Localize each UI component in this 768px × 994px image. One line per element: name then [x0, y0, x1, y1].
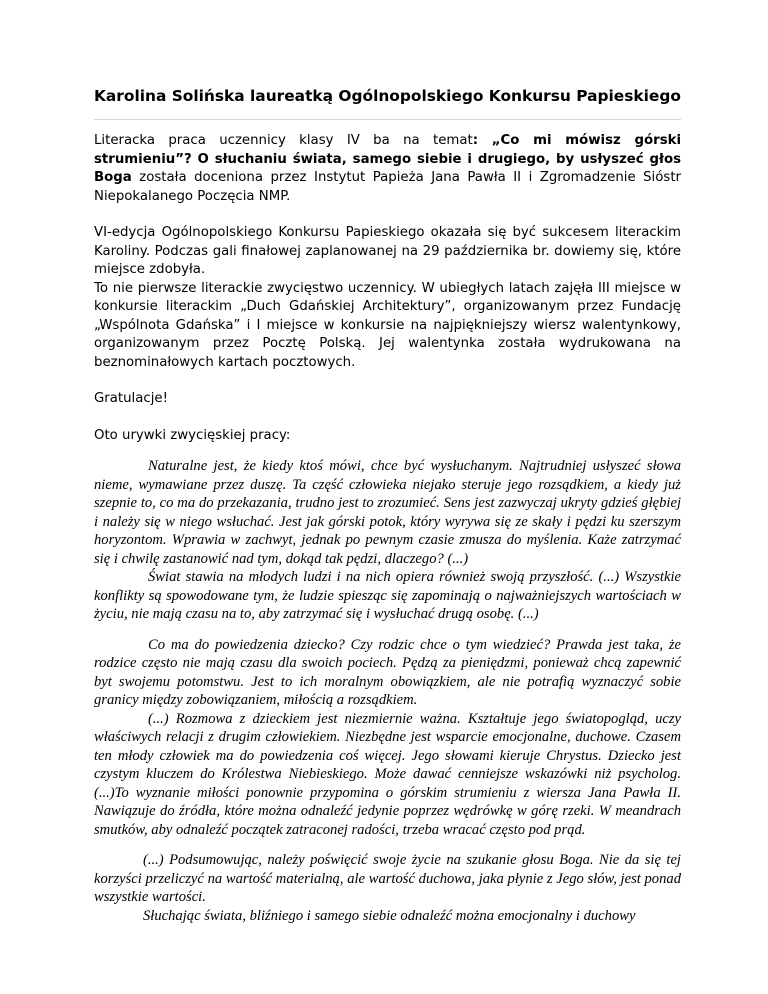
quote-paragraph-4: (...) Rozmowa z dzieckiem jest niezmiernie ważna. Kształtuje jego światopogląd, uczy właściwych relacji z drugim człowiekiem. Niezbędne jest wsparcie emocjonalne, duchowe. Czasem ten młody człowiek ma do powiedzenia coś więcej. Jego słowami kieruje Chrystus. Dziecko jest czystym kluczem do Królestwa Niebieskiego. Może dawać cenniejsze wskazówki niż psycholog. (...)To wyznanie miłości ponownie przypomina o górskim strumieniu z wiersza Jana Pawła II. Nawiązuje do źródła, które można odnaleźć jedynie poprzez wędrówkę w górę rzeki. W meandrach smutków, aby odnaleźć początek zatraconej radości, trzeba wracać często pod prąd.: [94, 710, 681, 838]
intro-rest: została doceniona przez Instytut Papieża Jana Pawła II i Zgromadzenie Sióstr Niepokalanego Poczęcia NMP.: [94, 170, 681, 204]
quote-paragraph-5: (...) Podsumowując, należy poświęcić swoje życie na szukanie głosu Boga. Nie da się tej korzyści przeliczyć na wartość materialną, ale wartość duchowa, jaka płynie z Jego słów, jest ponad wszystkie wartości.: [94, 852, 681, 905]
quote-paragraph-2: Świat stawia na młodych ludzi i na nich opiera również swoją przyszłość. (...) Wszystkie konflikty są spowodowane tym, że ludzie spiesząc się zapominają o najważniejszych wartościach w życiu, nie mają czasu na to, aby zatrzymać się i wysłuchać drugą osobę. (...): [94, 569, 681, 622]
congratulations-text: Gratulacje!: [94, 391, 168, 406]
paragraph-previous-wins: To nie pierwsze literackie zwycięstwo uczennicy. W ubiegłych latach zajęła III miejsce w konkursie literackim „Duch Gdańskiej Architektury”, organizowanym przez Fundację „Wspólnota Gdańska” i I miejsce w konkursie na najpiękniejszy wiersz walentynkowy, organizowanym przez Pocztę Polską. Jej walentynka została wydrukowana na beznominałowych kartach pocztowych.: [94, 280, 681, 370]
title-divider: [94, 119, 681, 120]
intro-topic: „Co mi mówisz górski strumieniu”? O słuchaniu świata, samego siebie i drugiego, by usłyszeć głos Boga: [94, 133, 682, 185]
excerpt-intro: Oto urywki zwycięskiej pracy:: [94, 427, 291, 443]
article-title: Karolina Solińska laureatką Ogólnopolskiego Konkursu Papieskiego: [94, 87, 681, 105]
paragraph-contest-result: VI-edycja Ogólnopolskiego Konkursu Papieskiego okazała się być sukcesem literackim Karoliny. Podczas gali finałowej zaplanowanej na 29 października br. dowiemy się, które miejsce zdobyła.: [94, 225, 681, 277]
intro-lead: Literacka praca uczennicy klasy IV ba na temat: [94, 133, 473, 148]
intro-colon: :: [472, 133, 479, 148]
quote-paragraph-6: Słuchając świata, bliźniego i samego siebie odnaleźć można emocjonalny i duchowy: [143, 907, 636, 924]
quote-paragraph-1: Naturalne jest, że kiedy ktoś mówi, chce być wysłuchanym. Najtrudniej usłyszeć słowa nieme, wymawiane przez duszę. Ta część człowieka niejako steruje jego rozsądkiem, a kiedy już szepnie to, co ma do przekazania, trudno jest to zrozumieć. Sens jest zazwyczaj ukryty gdzieś głębiej i należy się w niego wsłuchać. Jest jak górski potok, który wyrywa się ze skały i pędzi ku szerszym horyzontom. Wprawia w zachwyt, jednak po pewnym czasie zmusza do myślenia. Każe zatrzymać się i chwilę zastanowić nad tym, dokąd tak pędzi, dlaczego? (...): [94, 458, 681, 567]
quote-paragraph-3: Co ma do powiedzenia dziecko? Czy rodzic chce o tym wiedzieć? Prawda jest taka, że rodzice często nie mają czasu dla swoich pociech. Pędzą za pieniędzmi, ponieważ chcą zapewnić byt swojemu potomstwu. Jest to ich moralnym obowiązkiem, ale nie potrafią wyznaczyć sobie granicy między zobowiązaniem, miłością a rozsądkiem.: [94, 636, 681, 708]
intro-paragraph: [94, 132, 681, 206]
